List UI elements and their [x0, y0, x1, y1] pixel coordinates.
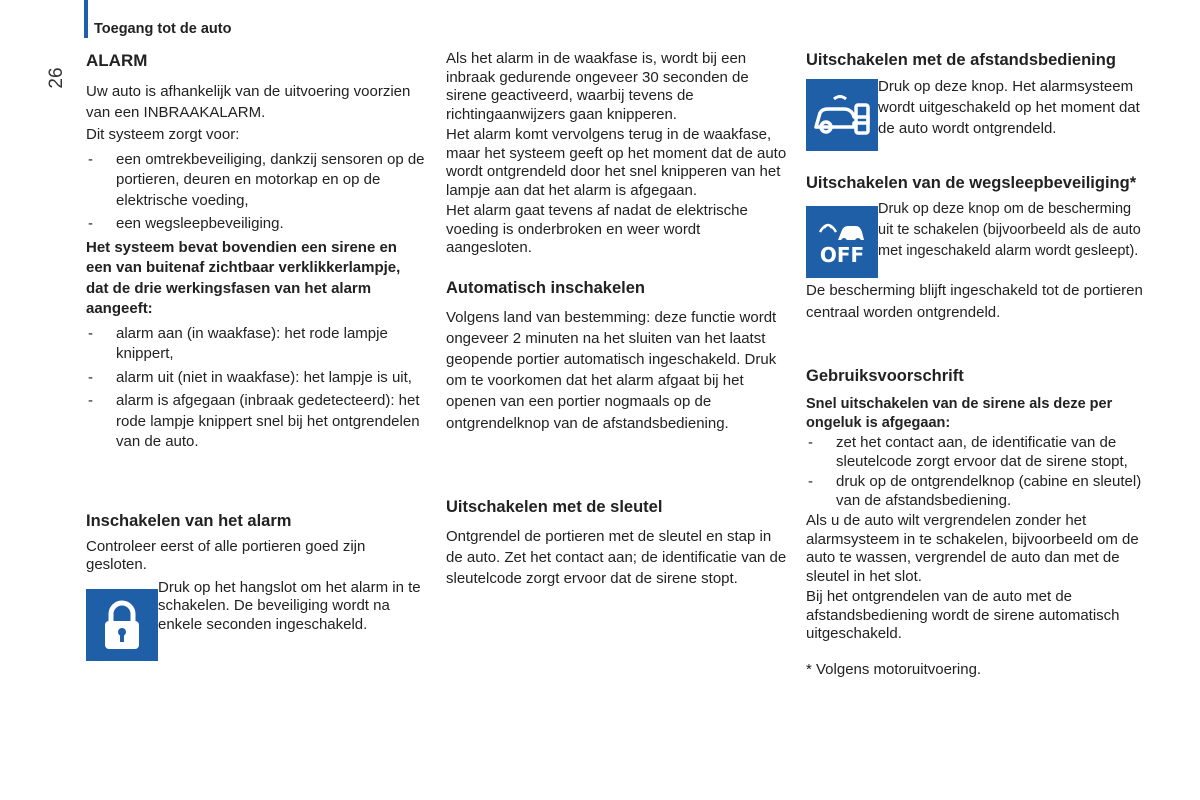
section-title: Toegang tot de auto [94, 21, 232, 37]
column-1 [86, 50, 426, 661]
intro-paragraph-2: Dit systeem zorgt voor: [86, 126, 240, 143]
intro-paragraph: Uw auto is afhankelijk van de uitvoering voorzien van een INBRAAKALARM. [86, 83, 411, 121]
automatisch-heading: Automatisch inschakelen [446, 278, 645, 297]
sleutel-heading: Uitschakelen met de sleutel [446, 497, 663, 516]
waakfase-paragraph: Als het alarm in de waakfase is, wordt bij een inbraak gedurende ongeveer 30 seconden de sirene geactiveerd, waarbij tevens de richtingaanwijzers gaan knipperen. [446, 50, 749, 123]
column-2 [446, 50, 788, 591]
off-label: OFF [819, 243, 865, 267]
blijft-paragraph: De bescherming blijft ingeschakeld tot de portieren centraal worden ontgrendeld. [806, 282, 1143, 321]
header-accent-bar [84, 0, 88, 38]
voeding-paragraph: Het alarm gaat tevens af nadat de elektrische voeding is onderbroken en weer wordt aangesloten. [446, 202, 748, 256]
system-bold-paragraph: Het systeem bevat bovendien een sirene en een van buitenaf zichtbaar verklikkerlampje, dat de drie werkingsfasen van het alarm aangeeft: [86, 238, 401, 317]
list-item: - alarm uit (niet in waakfase): het lampje is uit, [86, 368, 426, 389]
tow-protection-off-icon [806, 206, 878, 278]
snel-list [806, 434, 1146, 510]
ontgrendelen-paragraph: Bij het ontgrendelen van de auto met de afstandsbediening wordt de sirene automatisch uitgeschakeld. [806, 588, 1120, 642]
sleutel-paragraph: Ontgrendel de portieren met de sleutel en stap in de auto. Zet het contact aan; de identificatie van de sleutelcode zorgt ervoor dat de sirene stopt. [446, 527, 787, 588]
padlock-icon [86, 589, 158, 661]
vergrendelen-paragraph: Als u de auto wilt vergrendelen zonder het alarmsysteem in te schakelen, bijvoorbeeld om de auto te wassen, vergrendel de auto dan met de sleutel in het slot. [806, 512, 1139, 585]
alarm-heading: ALARM [86, 51, 148, 70]
automatisch-paragraph: Volgens land van bestemming: deze functie wordt ongeveer 2 minuten na het sluiten van het laatst geopende portier automatisch ingeschakeld. Druk om te voorkomen dat het alarm afgaat bij het openen van een portier nogmaals op de ontgrendelknop van de afstandsbediening. [446, 308, 777, 432]
wegsleep-instruction [806, 202, 1146, 278]
gebruiksvoorschrift-heading: Gebruiksvoorschrift [806, 367, 964, 385]
inschakelen-heading: Inschakelen van het alarm [86, 511, 292, 530]
lock-instruction [86, 579, 426, 661]
afstandsbediening-text: Druk op deze knop. Het alarmsysteem wordt uitgeschakeld op het moment dat de auto wordt ontgrendeld. [878, 78, 1140, 137]
lock-text: Druk op het hangslot om het alarm in te schakelen. De beveiliging wordt na enkele seconden ingeschakeld. [158, 578, 421, 633]
wegsleep-heading: Uitschakelen van de wegsleepbeveiliging* [806, 174, 1137, 192]
check-paragraph: Controleer eerst of alle portieren goed zijn gesloten. [86, 537, 366, 573]
remote-instruction [806, 79, 1146, 151]
phase-list [86, 324, 426, 453]
wegsleep-text: Druk op deze knop om de bescherming uit te schakelen (bijvoorbeeld als de auto met ingeschakeld alarm wordt gesleept). [878, 201, 1141, 259]
list-item: - zet het contact aan, de identificatie van de sleutelcode zorgt ervoor dat de sirene stopt, [806, 434, 1146, 471]
list-item: - een omtrekbeveiliging, dankzij sensoren op de portieren, deuren en motorkap en op de elektrische voeding, [86, 150, 426, 212]
feature-list [86, 150, 426, 235]
list-item: - alarm aan (in waakfase): het rode lampje knippert, [86, 324, 426, 365]
footnote: * Volgens motoruitvoering. [806, 660, 982, 678]
list-item: - druk op de ontgrendelknop (cabine en sleutel) van de afstandsbediening. [806, 473, 1146, 510]
remote-car-unlock-icon [806, 79, 878, 151]
snel-bold-paragraph: Snel uitschakelen van de sirene als deze per ongeluk is afgegaan: [806, 396, 1113, 431]
list-item: - alarm is afgegaan (inbraak gedetecteerd): het rode lampje knippert snel bij het ontgrendelen van de auto. [86, 391, 426, 453]
column-3 [806, 50, 1146, 682]
page-number: 26 [46, 67, 67, 89]
afstandsbediening-heading: Uitschakelen met de afstandsbediening [806, 51, 1116, 69]
terug-paragraph: Het alarm komt vervolgens terug in de waakfase, maar het systeem geeft op het moment dat de auto wordt ontgrendeld door het snel knipperen van het lampje aan dat het alarm is afgegaan. [446, 126, 787, 199]
list-item: - een wegsleepbeveiliging. [86, 214, 426, 235]
